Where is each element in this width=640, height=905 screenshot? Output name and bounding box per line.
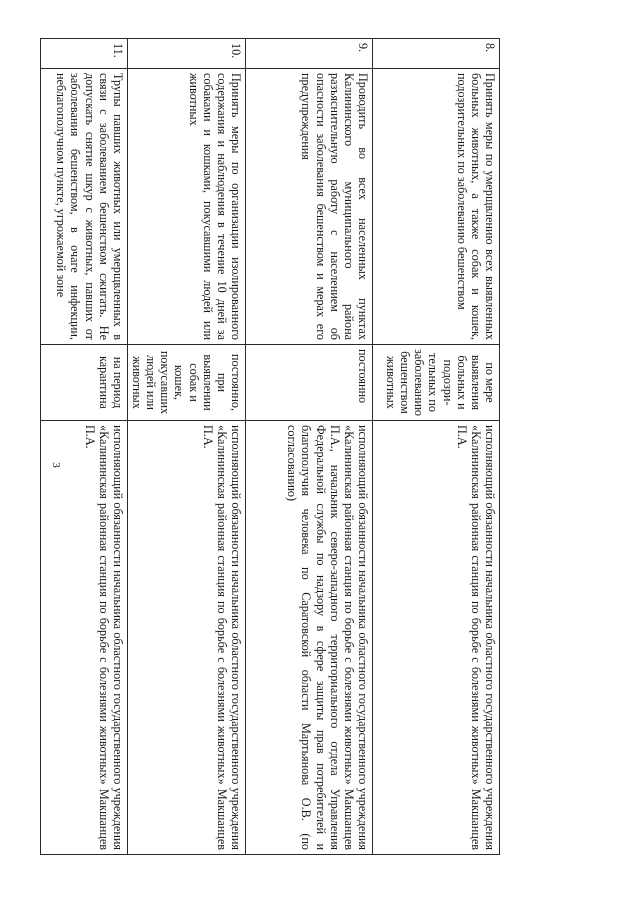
table-row (127, 39, 245, 855)
row-number: 9. (246, 39, 373, 69)
action-cell: Трупы павших животных или умерщвленных в связи с заболеванием бешенством сжигать. Не допускать снятие шкур с животных, павших от заболевания бешенством, в очаге инфекции, неблагополучном пункте, угрожаемой зоне (40, 69, 127, 345)
action-cell: Принять меры по умерщвлению всех выявленных больных животных, а также собак и кошек, подозрительных по заболеванию бешенством (373, 69, 500, 345)
term-cell: постоянно, при выявлении собак и кошек, покусавших людей или животных (127, 345, 245, 421)
responsible-cell: исполняющий обязанности начальника областного государственного учреждения «Калининская районная станция по борьбе с болезнями животных» Макшанцев П.А. (127, 421, 245, 855)
term-cell: на период карантина (40, 345, 127, 421)
measures-table (40, 38, 500, 855)
table-row (40, 39, 127, 855)
responsible-cell: исполняющий обязанности начальника областного государственного учреждения «Калининская районная станция по борьбе с болезнями животных» Макшанцев П.А. (40, 421, 127, 855)
row-number: 11. (40, 39, 127, 69)
term-cell: по мере выявления больных и подозри-тельных по заболеванию бешенством животных (373, 345, 500, 421)
table-row (246, 39, 373, 855)
row-number: 8. (373, 39, 500, 69)
table-row (373, 39, 500, 855)
page-number: 3 (50, 462, 62, 468)
responsible-cell: исполняющий обязанности начальника областного государственного учреждения «Калининская районная станция по борьбе с болезнями животных» Макшанцев П.А. (373, 421, 500, 855)
rotated-page (54, 38, 500, 854)
responsible-cell: исполняющий обязанности начальника областного государственного учреждения «Калининская районная станция по борьбе с болезнями животных» Макшанцев П.А., начальник северо-западного территориального отдела Управления Федеральной службы по надзору в сфере защиты прав потребителей и благополучия человека по Саратовской области Мартьянова О.В. (по согласованию) (246, 421, 373, 855)
row-number: 10. (127, 39, 245, 69)
action-cell: Принять меры по организации изолированного содержания и наблюдения в течение 10 дней за собаками и кошками, покусавшими людей или животных (127, 69, 245, 345)
action-cell: Проводить во всех населенных пунктах Калининского муниципального района разъяснительную работу с населением об опасности заболевания бешенством и мерах его предупреждения (246, 69, 373, 345)
term-cell: постоянно (246, 345, 373, 421)
